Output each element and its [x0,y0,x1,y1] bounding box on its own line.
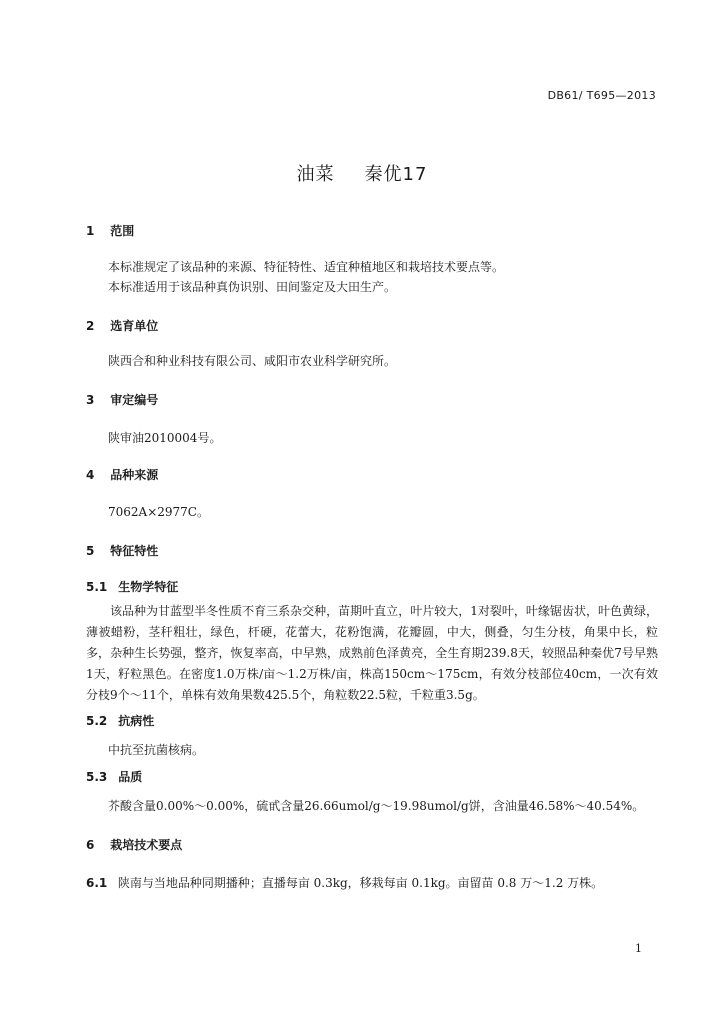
section-title: 范围 [110,224,135,238]
title-crop: 油菜 [296,164,335,185]
section-5-1-paragraph: 该品种为甘蓝型半冬性质不育三系杂交种，苗期叶直立，叶片较大，1对裂叶，叶缘锯齿状，叶色黄绿，薄被蜡粉，茎秆粗壮，绿色，杆硬，花蕾大，花粉饱满，花瓣圆，中大，侧叠，匀生分枝，角果中长，粒多，杂种生长势强，整齐，恢复率高，中早熟，成熟前色泽黄亮，全生育期239.8天，较照品种秦优7号早熟1天，籽粒黑色。在密度1.0万株/亩～1.2万株/亩，株高150cm～175cm，有效分枝部位40cm，一次有效分枝9个～11个，单株有效角果数425.5个，角粒数22.5粒，千粒重3.5g。 [86,604,658,702]
section-number: 5.1 [86,580,108,594]
section-1-line-2: 本标准适用于该品种真伪识别、田间鉴定及大田生产。 [108,280,397,294]
section-5-3-heading [86,768,142,785]
section-5-3-line-1: 芥酸含量0.00%～0.00%，硫甙含量26.66umol/g～19.98umol/g饼，含油量46.58%～40.54%。 [108,799,645,813]
section-1-line-1: 本标准规定了该品种的来源、特征特性、适宜种植地区和栽培技术要点等。 [108,260,505,274]
section-1-heading [86,222,134,239]
section-number: 3 [86,393,95,407]
section-number: 5.2 [86,714,108,728]
section-4-heading [86,466,158,483]
section-title: 选育单位 [110,319,159,333]
section-number: 1 [86,224,95,238]
page-number: 1 [635,942,642,955]
section-title: 特征特性 [110,544,159,558]
section-title: 品种来源 [110,468,159,482]
standard-code: DB61/ T695—2013 [547,89,656,102]
section-5-2-heading [86,712,154,729]
section-5-heading [86,542,158,559]
section-number: 6 [86,838,95,852]
section-6-1 [86,874,603,891]
section-number: 5 [86,544,95,558]
section-3-heading [86,391,158,408]
section-4-line-1: 7062A×2977C。 [108,505,209,519]
section-6-1-text: 陕南与当地品种同期播种；直播每亩 0.3kg，移栽每亩 0.1kg。亩留苗 0.8 万～1.2 万株。 [117,876,604,890]
section-number: 6.1 [86,876,108,890]
section-number: 2 [86,319,95,333]
title-variety: 秦优17 [364,164,428,185]
section-title: 栽培技术要点 [110,838,183,852]
section-2-heading [86,317,158,334]
section-2-line-1: 陕西合和种业科技有限公司、咸阳市农业科学研究所。 [108,354,397,368]
section-5-1-heading [86,578,178,595]
section-title: 品质 [118,770,143,784]
section-6-heading [86,836,182,853]
section-5-2-line-1: 中抗至抗菌核病。 [108,743,205,757]
section-number: 4 [86,468,95,482]
section-number: 5.3 [86,770,108,784]
section-title: 抗病性 [118,714,155,728]
section-title: 审定编号 [110,393,159,407]
section-title: 生物学特征 [118,580,179,594]
section-3-line-1: 陕审油2010004号。 [108,431,222,445]
document-title [0,160,724,186]
